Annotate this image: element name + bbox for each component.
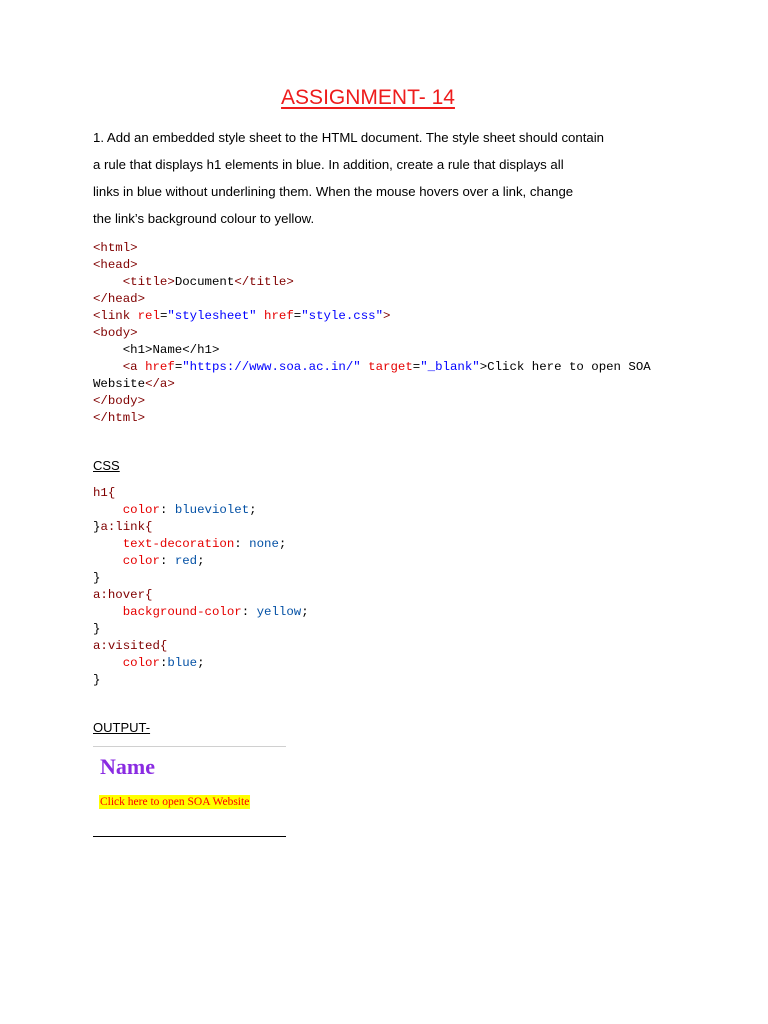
code-token: red: [174, 554, 198, 568]
html-code-block: <html> <head> <title>Document</title> </head> <link rel="stylesheet" href="style.css"> <body> <h1>Name</h1> <a href="https://www.soa.ac.in/" target="_blank">Click here to open SOA Website</a> </body> </html>: [93, 241, 651, 425]
code-token: }: [93, 520, 101, 534]
code-token: </a>: [145, 377, 175, 391]
code-token: <title>: [122, 275, 175, 289]
css-code-block: h1{ color: blueviolet; }a:link{ text-decoration: none; color: red; } a:hover{ background-color: yellow; } a:visited{ color:blue; }: [93, 486, 309, 687]
question-line: 1. Add an embedded style sheet to the HTML document. The style sheet should contain: [93, 130, 604, 145]
code-token: <a: [122, 360, 138, 374]
code-token: >: [383, 309, 391, 323]
assignment-title: ASSIGNMENT- 14: [281, 86, 455, 109]
code-token: a:hover{: [93, 588, 153, 602]
css-label: CSS: [93, 458, 120, 473]
code-token: <h1>Name</h1>: [122, 343, 220, 357]
code-token: h1{: [93, 486, 116, 500]
code-token: </head>: [93, 292, 146, 306]
code-token: rel: [137, 309, 160, 323]
output-heading: Name: [100, 754, 155, 779]
code-token: }: [93, 571, 101, 585]
code-token: href: [264, 309, 294, 323]
code-token: "https://www.soa.ac.in/": [182, 360, 361, 374]
code-token: Website: [93, 377, 146, 391]
code-token: color: [122, 554, 160, 568]
code-token: a:link{: [100, 520, 153, 534]
question-line: links in blue without underlining them. When the mouse hovers over a link, change: [93, 184, 574, 199]
code-token: background-color: [122, 605, 242, 619]
code-token: <html>: [93, 241, 138, 255]
code-token: }: [93, 622, 101, 636]
code-token: text-decoration: [122, 537, 235, 551]
code-token: color: [122, 656, 160, 670]
code-token: none: [249, 537, 279, 551]
code-token: </html>: [93, 411, 146, 425]
code-token: <body>: [93, 326, 138, 340]
output-bottom-divider: [93, 836, 286, 837]
code-token: </title>: [234, 275, 294, 289]
question-line: the link’s background colour to yellow.: [93, 211, 315, 226]
code-token: }: [93, 673, 101, 687]
code-token: "style.css": [301, 309, 384, 323]
output-top-divider: [93, 746, 286, 747]
code-token: blue: [167, 656, 198, 670]
code-token: yellow: [256, 605, 302, 619]
question-line: a rule that displays h1 elements in blue. In addition, create a rule that displays all: [93, 157, 564, 172]
code-token: </body>: [93, 394, 146, 408]
code-token: color: [122, 503, 160, 517]
code-token: >Click here to open SOA: [479, 360, 651, 374]
code-token: Document: [174, 275, 235, 289]
code-token: blueviolet: [174, 503, 250, 517]
output-label: OUTPUT-: [93, 720, 151, 735]
code-token: "stylesheet": [167, 309, 257, 323]
code-token: target: [368, 360, 413, 374]
code-token: <link: [93, 309, 131, 323]
code-token: <head>: [93, 258, 138, 272]
code-token: a:visited{: [93, 639, 168, 653]
output-link[interactable]: Click here to open SOA Website: [100, 796, 250, 808]
code-token: "_blank": [420, 360, 480, 374]
code-token: href: [145, 360, 175, 374]
